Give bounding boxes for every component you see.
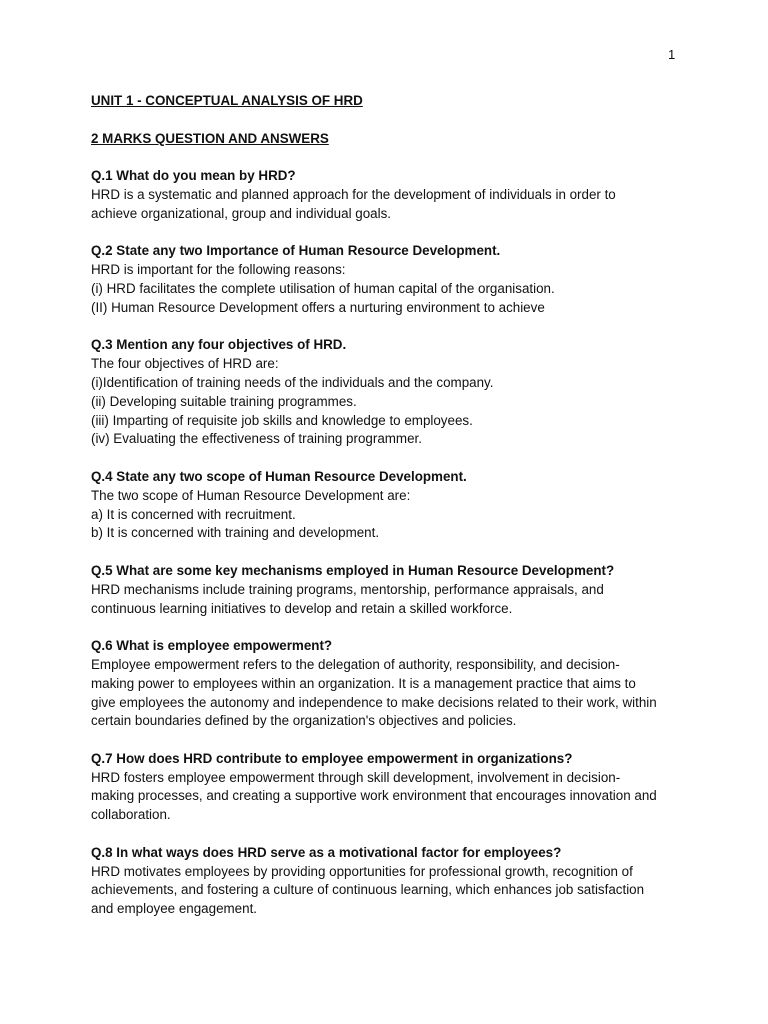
answer-line: give employees the autonomy and independence to make decisions related to their work, within bbox=[91, 694, 657, 710]
qa-item bbox=[91, 750, 691, 825]
qa-item bbox=[91, 468, 691, 543]
answer-line: Employee empowerment refers to the delegation of authority, responsibility, and decision- bbox=[91, 656, 620, 672]
qa-list bbox=[91, 167, 691, 919]
answer-line: b) It is concerned with training and development. bbox=[91, 525, 380, 541]
answer-line: HRD fosters employee empowerment through skill development, involvement in decision- bbox=[91, 769, 621, 785]
answer-line: (II) Human Resource Development offers a nurturing environment to achieve bbox=[91, 299, 545, 315]
question-heading: Q.4 State any two scope of Human Resource Development. bbox=[91, 468, 467, 484]
page-number: 1 bbox=[668, 47, 676, 62]
answer-line: achievements, and fostering a culture of continuous learning, which enhances job satisfaction bbox=[91, 882, 645, 898]
answer-line: making power to employees within an organization. It is a management practice that aims to bbox=[91, 675, 636, 691]
answer-line: and employee engagement. bbox=[91, 901, 258, 917]
section-title: 2 MARKS QUESTION AND ANSWERS bbox=[91, 130, 329, 146]
question-heading: Q.3 Mention any four objectives of HRD. bbox=[91, 337, 347, 353]
document-body bbox=[91, 92, 691, 938]
question-heading: Q.2 State any two Importance of Human Resource Development. bbox=[91, 243, 501, 259]
answer-line: achieve organizational, group and individual goals. bbox=[91, 205, 392, 221]
qa-item bbox=[91, 562, 691, 618]
answer-line: The four objectives of HRD are: bbox=[91, 356, 279, 372]
question-heading: Q.6 What is employee empowerment? bbox=[91, 638, 333, 654]
answer-line: (ii) Developing suitable training programmes. bbox=[91, 393, 357, 409]
answer-line: HRD mechanisms include training programs, mentorship, performance appraisals, and bbox=[91, 581, 604, 597]
answer-line: HRD is a systematic and planned approach for the development of individuals in order to bbox=[91, 186, 616, 202]
question-heading: Q.7 How does HRD contribute to employee empowerment in organizations? bbox=[91, 750, 573, 766]
unit-title: UNIT 1 - CONCEPTUAL ANALYSIS OF HRD bbox=[91, 93, 363, 108]
answer-line: a) It is concerned with recruitment. bbox=[91, 506, 296, 522]
answer-line: (i) HRD facilitates the complete utilisation of human capital of the organisation. bbox=[91, 280, 555, 296]
answer-line: HRD is important for the following reasons: bbox=[91, 262, 346, 278]
answer-line: (i)Identification of training needs of the individuals and the company. bbox=[91, 374, 494, 390]
answer-line: The two scope of Human Resource Development are: bbox=[91, 487, 411, 503]
answer-line: certain boundaries defined by the organization's objectives and policies. bbox=[91, 713, 517, 729]
answer-line: making processes, and creating a supportive work environment that encourages innovation and bbox=[91, 788, 657, 804]
question-heading: Q.1 What do you mean by HRD? bbox=[91, 168, 296, 184]
answer-line: (iii) Imparting of requisite job skills and knowledge to employees. bbox=[91, 412, 473, 428]
question-heading: Q.5 What are some key mechanisms employed in Human Resource Development? bbox=[91, 562, 615, 578]
qa-item bbox=[91, 167, 691, 223]
answer-line: continuous learning initiatives to develop and retain a skilled workforce. bbox=[91, 600, 513, 616]
answer-line: collaboration. bbox=[91, 807, 171, 823]
qa-item bbox=[91, 844, 691, 919]
qa-item bbox=[91, 637, 691, 731]
question-heading: Q.8 In what ways does HRD serve as a motivational factor for employees? bbox=[91, 844, 562, 860]
qa-item bbox=[91, 242, 691, 317]
answer-line: HRD motivates employees by providing opportunities for professional growth, recognition of bbox=[91, 863, 633, 879]
qa-item bbox=[91, 336, 691, 449]
answer-line: (iv) Evaluating the effectiveness of training programmer. bbox=[91, 431, 422, 447]
